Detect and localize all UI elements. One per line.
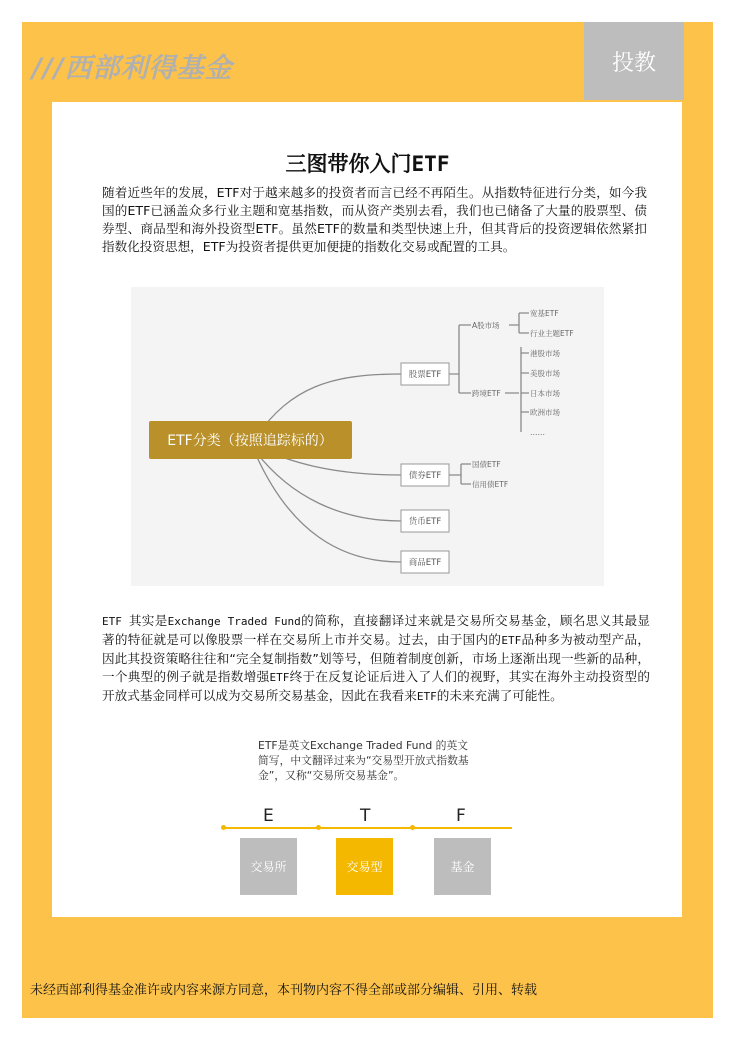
leaf-credit-etf: 信用债ETF — [472, 480, 509, 489]
brand-logo: ///西部利得基金 — [32, 53, 233, 84]
timeline-dot — [221, 825, 226, 830]
leaf-hk-market: 港股市场 — [530, 349, 560, 358]
body-paragraph — [102, 612, 650, 706]
para2-part: 的简称，直接翻译过来就是交易所交易基金，顾名思义其最显著的特征就是可以像股票一样在交易所上市并交易。过去，由于国内的 — [102, 613, 651, 647]
para2-part: ETF — [269, 671, 290, 684]
leaf-sector-etf: 行业主题ETF — [530, 329, 574, 338]
node-a-share: A股市场 — [472, 321, 500, 330]
para2-part: 其实是 — [128, 613, 168, 628]
mindmap-svg — [131, 287, 604, 586]
para2-part: 品种多为被动型产品，因此其投资策略往往和“完全复制指数”划等号，但随着制度创新，市场上逐渐出现一些新的品种，一个典型的例子就是指数增强 — [102, 632, 651, 684]
node-bond: 债券ETF — [408, 471, 442, 481]
leaf-treasury-etf: 国债ETF — [472, 460, 501, 469]
title-main: 三图带你入门 — [285, 152, 412, 176]
letter-e: E — [263, 806, 274, 826]
article-title — [0, 148, 735, 178]
para2-part: 终于在反复论证后进入了人们的视野，其实在海外主动投资型的开放式基金同样可以成为交易所交易基金，因此在我看来 — [102, 669, 651, 703]
node-stock: 股票ETF — [408, 370, 442, 380]
timeline-dot — [316, 825, 321, 830]
para2-part: ETF — [102, 615, 129, 628]
para2-part: 的未来充满了可能性。 — [436, 688, 563, 703]
leaf-jp-market: 日本市场 — [530, 389, 560, 398]
intro-paragraph: 随着近些年的发展，ETF对于越来越多的投资者而言已经不再陌生。从指数特征进行分类，如今我国的ETF已涵盖众多行业主题和宽基指数，而从资产类别去看，我们也已储备了大量的股票型、债券型、商品型和海外投资型ETF。虽然ETF的数量和类型快速上升，但其背后的投资逻辑依然紧扣指数化投资思想，ETF为投资者提供更加便捷的指数化交易或配置的工具。 — [102, 185, 647, 254]
letter-f: F — [456, 806, 466, 826]
para2-part: ETF — [501, 634, 522, 647]
mindmap-root-label: ETF分类（按照追踪标的） — [167, 433, 333, 449]
node-commodity: 商品ETF — [408, 558, 442, 568]
timeline-dot — [410, 825, 415, 830]
letter-t: T — [360, 806, 371, 826]
leaf-more: …… — [530, 428, 545, 437]
para2-part: ETF — [416, 690, 437, 703]
footer-disclaimer: 未经西部利得基金准许或内容来源方同意，本刊物内容不得全部或部分编辑、引用、转载 — [30, 983, 538, 998]
para2-part: Exchange Traded Fund — [167, 615, 301, 628]
box-fund: 基金 — [434, 838, 491, 895]
box-exchange: 交易所 — [240, 838, 297, 895]
node-money: 货币ETF — [408, 517, 442, 527]
leaf-eu-market: 欧洲市场 — [530, 408, 560, 417]
box-traded: 交易型 — [336, 838, 393, 895]
leaf-us-market: 美股市场 — [530, 369, 560, 378]
section-tag: 投教 — [584, 22, 684, 100]
node-cross-border: 跨境ETF — [472, 389, 501, 398]
etf-timeline — [222, 827, 512, 829]
etf-definition: ETF是英文Exchange Traded Fund 的英文简写，中文翻译过来为“交易型开放式指数基金”，又称“交易所交易基金”。 — [258, 739, 469, 782]
leaf-broad-etf: 宽基ETF — [530, 309, 559, 318]
title-suffix: ETF — [411, 152, 450, 176]
mindmap-figure — [131, 287, 604, 586]
